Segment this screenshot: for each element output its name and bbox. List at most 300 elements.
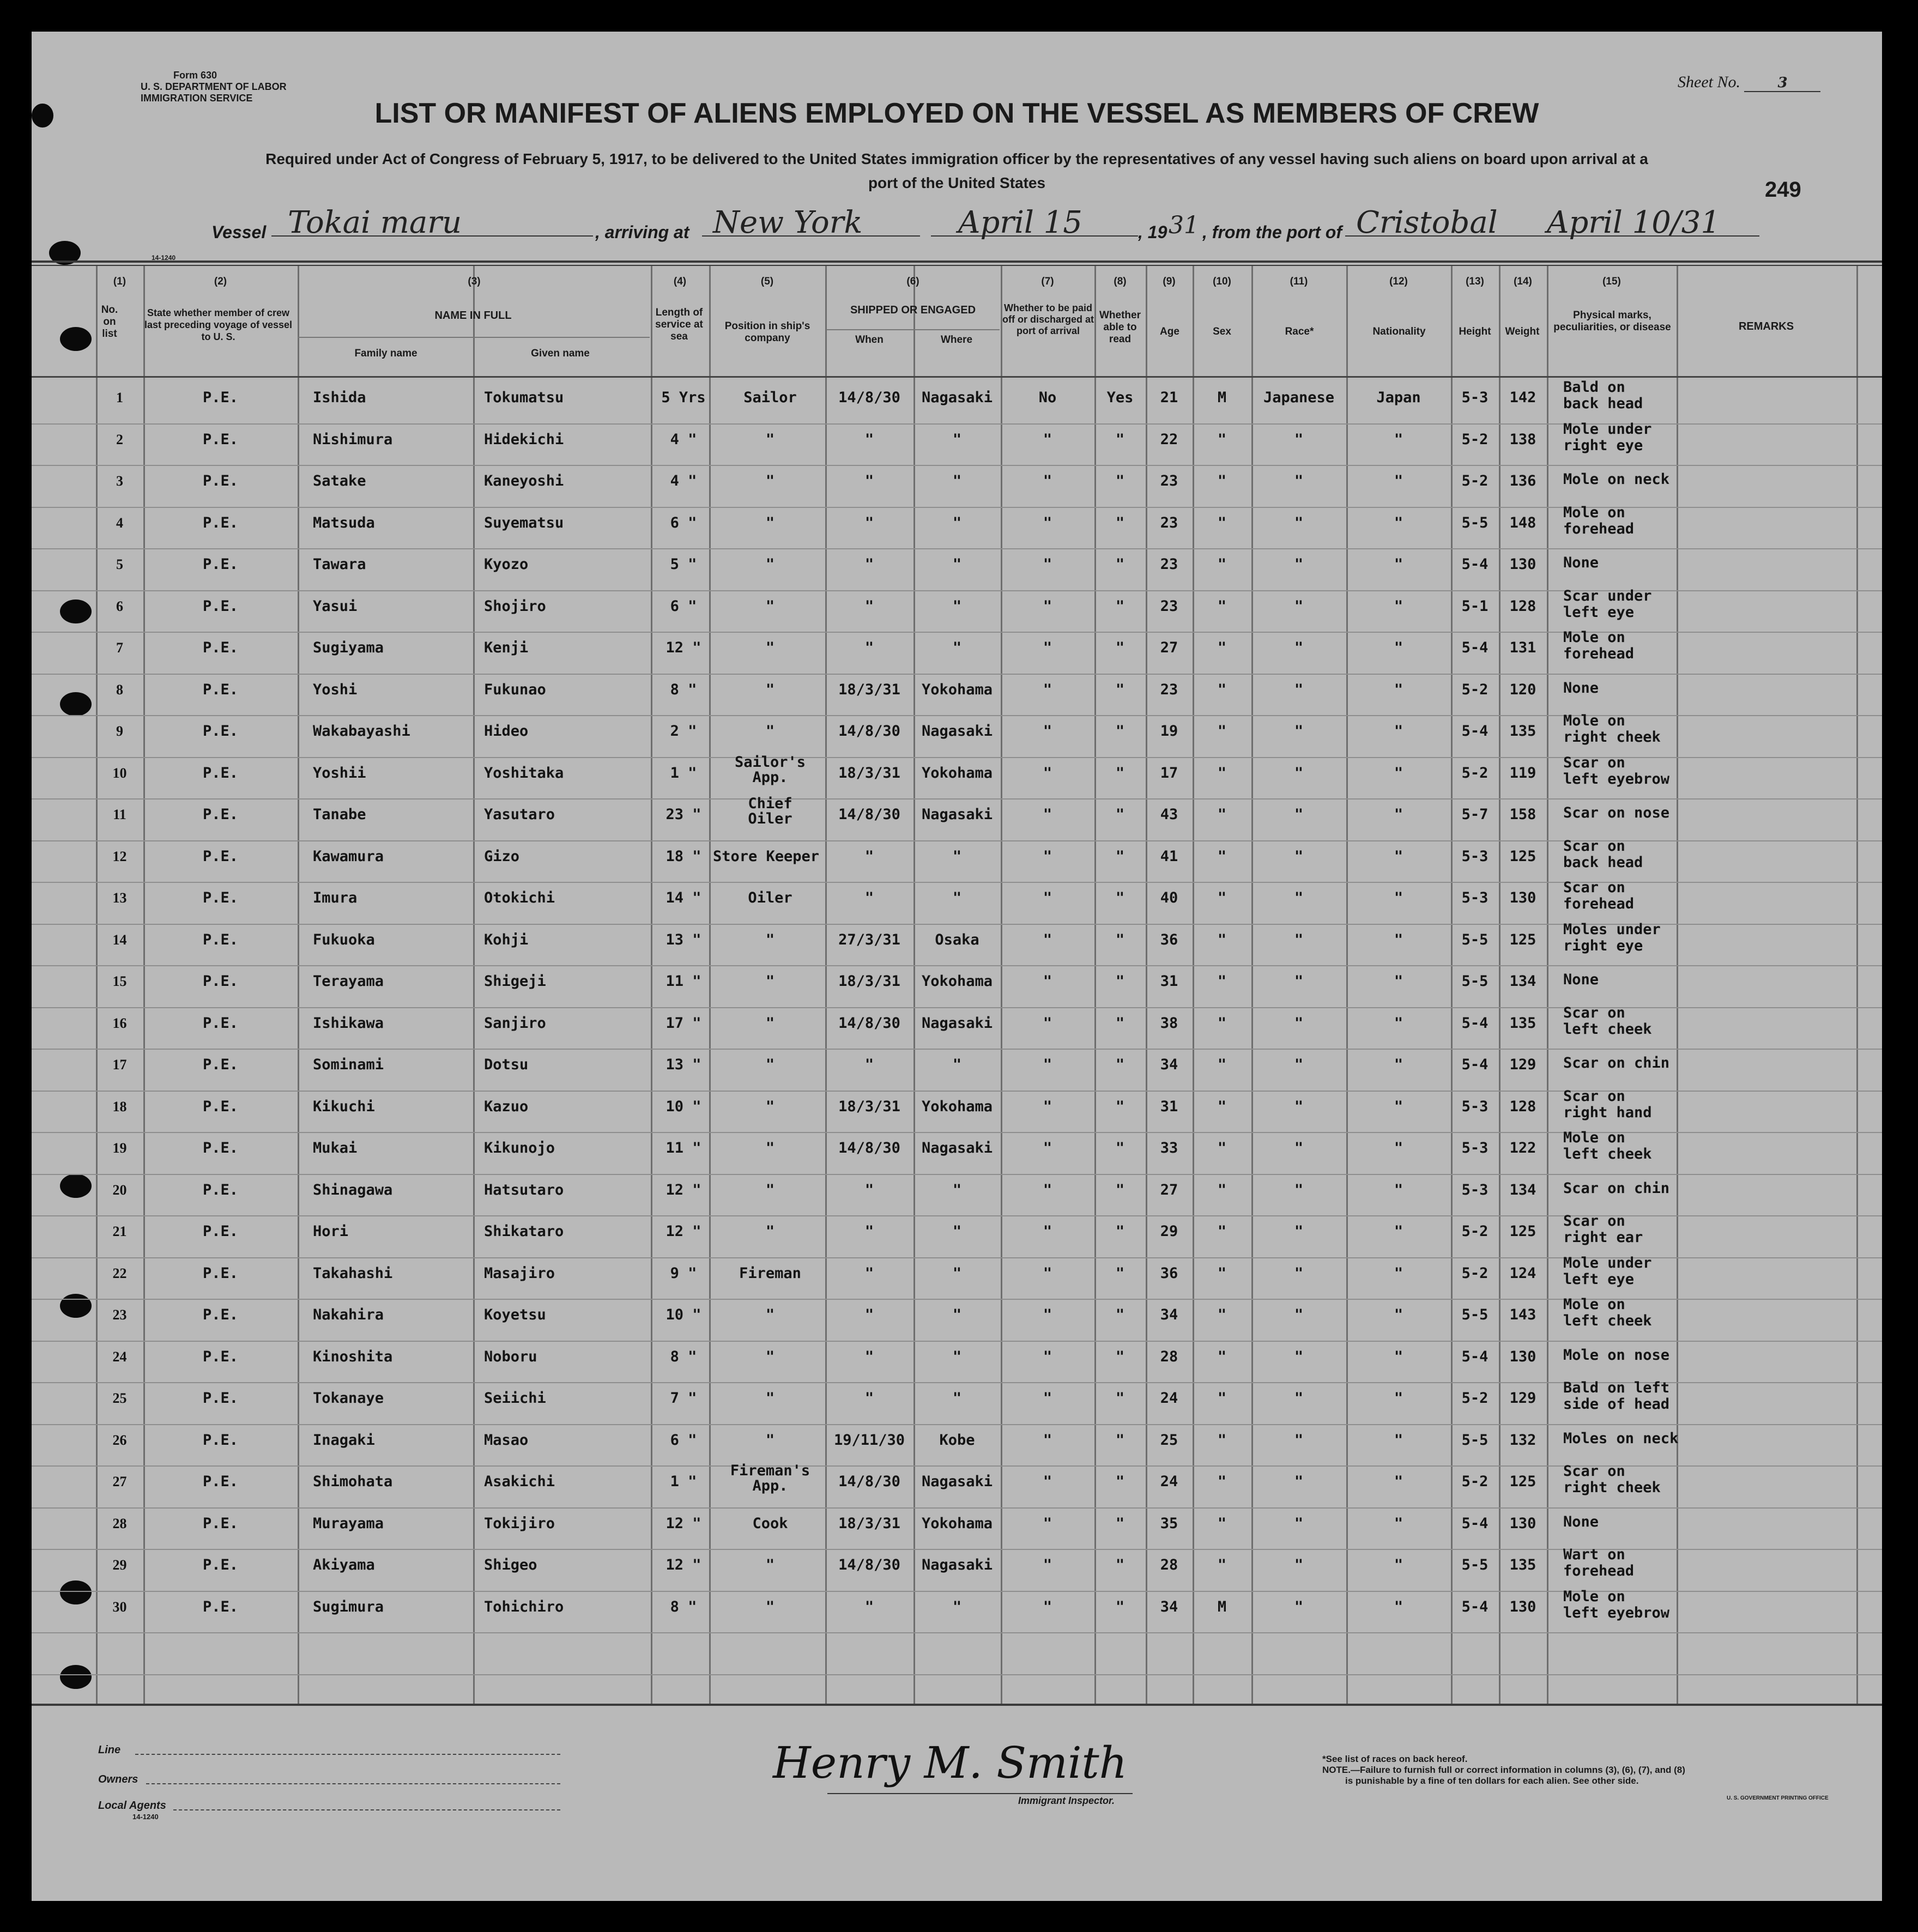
state-cell: P.E. bbox=[202, 1390, 239, 1407]
service-cell: 12 " bbox=[665, 1556, 701, 1573]
header-able-read: Whether able to read bbox=[1099, 310, 1141, 345]
row-number: 13 bbox=[112, 890, 127, 906]
height-cell: 5-3 bbox=[1461, 889, 1489, 906]
age-cell: 27 bbox=[1160, 1181, 1178, 1198]
position-cell: Fireman bbox=[739, 1264, 801, 1282]
sex-cell: " bbox=[1217, 723, 1227, 740]
paid-off-cell: " bbox=[1043, 806, 1052, 823]
height-cell: 5-4 bbox=[1461, 723, 1489, 740]
column-number: (10) bbox=[1213, 276, 1231, 287]
shipped-when-cell: " bbox=[864, 1598, 874, 1615]
paid-off-cell: " bbox=[1043, 847, 1052, 865]
shipped-where-cell: " bbox=[952, 1306, 962, 1323]
nationality-cell: " bbox=[1394, 1181, 1403, 1198]
family-name-cell: Nishimura bbox=[313, 431, 393, 448]
physical-marks-line: Mole on bbox=[1563, 1129, 1625, 1146]
shipped-when-cell: 14/8/30 bbox=[838, 1140, 900, 1156]
column-number: (14) bbox=[1514, 276, 1532, 287]
row-rule bbox=[32, 798, 1882, 800]
line-label: Line bbox=[98, 1744, 121, 1756]
service-cell: 8 " bbox=[670, 1348, 697, 1365]
race-cell: " bbox=[1294, 431, 1304, 448]
shipped-when-cell: " bbox=[864, 1181, 874, 1198]
able-read-cell: " bbox=[1115, 1390, 1125, 1407]
paid-off-cell: " bbox=[1043, 931, 1052, 948]
shipped-where-cell: " bbox=[952, 1598, 962, 1615]
given-name-cell: Shikataro bbox=[484, 1223, 564, 1240]
age-cell: 36 bbox=[1160, 1264, 1178, 1282]
vessel-label: Vessel bbox=[211, 222, 267, 242]
column-number: (9) bbox=[1163, 276, 1176, 287]
column-number: (6) bbox=[906, 276, 919, 287]
physical-marks-cell bbox=[1563, 713, 1727, 746]
given-name-cell: Kazuo bbox=[484, 1098, 529, 1115]
state-cell: P.E. bbox=[202, 847, 239, 865]
physical-marks-line: Mole on bbox=[1563, 712, 1625, 729]
state-cell: P.E. bbox=[202, 931, 239, 948]
physical-marks-line: Scar on chin bbox=[1563, 1055, 1670, 1071]
punch-hole bbox=[60, 1580, 92, 1604]
shipped-where-cell: Yokohama bbox=[921, 1098, 993, 1115]
given-name-cell: Masao bbox=[484, 1431, 529, 1449]
race-cell: Japanese bbox=[1263, 389, 1335, 406]
age-cell: 38 bbox=[1160, 1014, 1178, 1032]
able-read-cell: " bbox=[1115, 1473, 1125, 1490]
physical-marks-line: right cheek bbox=[1563, 729, 1661, 746]
race-cell: " bbox=[1294, 597, 1304, 615]
age-cell: 35 bbox=[1160, 1515, 1178, 1532]
family-name-cell: Akiyama bbox=[313, 1556, 375, 1573]
weight-cell: 129 bbox=[1509, 1390, 1536, 1407]
shipped-where-cell: Yokohama bbox=[921, 973, 993, 990]
service-cell: 13 " bbox=[665, 931, 701, 948]
given-name-cell: Kohji bbox=[484, 931, 529, 948]
paid-off-cell: " bbox=[1043, 1223, 1052, 1240]
paid-off-cell: " bbox=[1043, 1181, 1052, 1198]
sex-cell: " bbox=[1217, 806, 1227, 823]
state-cell: P.E. bbox=[202, 1556, 239, 1573]
shipped-where-cell: " bbox=[952, 1223, 962, 1240]
given-name-cell: Hidekichi bbox=[484, 431, 564, 448]
row-number: 21 bbox=[112, 1224, 127, 1239]
paid-off-cell: " bbox=[1043, 764, 1052, 782]
given-name-cell: Shojiro bbox=[484, 597, 546, 615]
physical-marks-line: Bald on left bbox=[1563, 1379, 1670, 1396]
race-cell: " bbox=[1294, 1056, 1304, 1073]
shipped-where-cell: Yokohama bbox=[921, 1515, 993, 1532]
sex-cell: " bbox=[1217, 764, 1227, 782]
paid-off-cell: " bbox=[1043, 473, 1052, 489]
shipped-when-cell: " bbox=[864, 889, 874, 906]
page-title: LIST OR MANIFEST OF ALIENS EMPLOYED ON THE VESSEL AS MEMBERS OF CREW bbox=[374, 98, 1539, 129]
sex-cell: " bbox=[1217, 1014, 1227, 1032]
race-cell: " bbox=[1294, 681, 1304, 698]
sex-cell: " bbox=[1217, 931, 1227, 948]
family-name-cell: Takahashi bbox=[313, 1264, 393, 1282]
header-position: Position in ship's company bbox=[724, 320, 810, 344]
weight-cell: 130 bbox=[1509, 889, 1536, 906]
height-cell: 5-2 bbox=[1461, 681, 1489, 698]
position-cell: " bbox=[765, 556, 775, 573]
given-name-cell: Fukunao bbox=[484, 681, 546, 698]
physical-marks-cell bbox=[1563, 1088, 1727, 1121]
physical-marks-line: Mole under bbox=[1563, 1254, 1652, 1271]
nationality-cell: " bbox=[1394, 806, 1403, 823]
height-cell: 5-2 bbox=[1461, 764, 1489, 782]
shipped-where-cell: Yokohama bbox=[921, 764, 993, 782]
physical-marks-cell bbox=[1563, 379, 1727, 412]
physical-marks-line: right ear bbox=[1563, 1229, 1643, 1246]
sex-cell: " bbox=[1217, 639, 1227, 656]
paid-off-cell: " bbox=[1043, 431, 1052, 448]
given-name-cell: Yasutaro bbox=[484, 806, 555, 823]
shipped-when-cell: 27/3/31 bbox=[838, 931, 900, 948]
state-cell: P.E. bbox=[202, 889, 239, 906]
position-cell: " bbox=[765, 597, 775, 615]
nationality-cell: Japan bbox=[1376, 389, 1421, 406]
physical-marks-cell bbox=[1563, 471, 1727, 488]
able-read-cell: " bbox=[1115, 681, 1125, 698]
paid-off-cell: " bbox=[1043, 889, 1052, 906]
shipped-where-cell: " bbox=[952, 1181, 962, 1198]
arrival-year: 31 bbox=[1169, 211, 1199, 239]
age-cell: 19 bbox=[1160, 723, 1178, 740]
local-agents-code: 14-1240 bbox=[132, 1813, 159, 1821]
row-rule bbox=[32, 674, 1882, 675]
column-number: (13) bbox=[1466, 276, 1484, 287]
position-cell: " bbox=[765, 1431, 775, 1449]
physical-marks-line: Mole under bbox=[1563, 420, 1652, 438]
physical-marks-line: Bald on bbox=[1563, 379, 1625, 396]
nationality-cell: " bbox=[1394, 1056, 1403, 1073]
height-cell: 5-4 bbox=[1461, 1598, 1489, 1615]
manifest-sheet bbox=[32, 32, 1882, 1901]
age-cell: 31 bbox=[1160, 973, 1178, 990]
given-name-cell: Suyematsu bbox=[484, 514, 564, 531]
race-cell: " bbox=[1294, 1014, 1304, 1032]
age-cell: 29 bbox=[1160, 1223, 1178, 1240]
position-cell: " bbox=[765, 1348, 775, 1365]
physical-marks-line: Mole on bbox=[1563, 1588, 1625, 1605]
position-cell: " bbox=[765, 1098, 775, 1115]
sex-cell: " bbox=[1217, 1306, 1227, 1323]
weight-cell: 142 bbox=[1509, 389, 1536, 406]
race-cell: " bbox=[1294, 806, 1304, 823]
position-cell: Sailor's App. bbox=[734, 753, 806, 786]
state-cell: P.E. bbox=[202, 681, 239, 698]
state-cell: P.E. bbox=[202, 806, 239, 823]
physical-marks-cell bbox=[1563, 805, 1727, 821]
family-name-cell: Sugimura bbox=[313, 1598, 384, 1615]
height-cell: 5-4 bbox=[1461, 1348, 1489, 1365]
shipped-where-cell: " bbox=[952, 514, 962, 531]
column-number: (7) bbox=[1041, 276, 1054, 287]
physical-marks-cell bbox=[1563, 1589, 1727, 1621]
row-rule bbox=[32, 1174, 1882, 1175]
header-age: Age bbox=[1160, 326, 1179, 337]
able-read-cell: " bbox=[1115, 1056, 1125, 1073]
row-rule bbox=[32, 1507, 1882, 1509]
given-name-cell: Tokijiro bbox=[484, 1515, 555, 1532]
physical-marks-line: left eye bbox=[1563, 1270, 1635, 1288]
age-cell: 34 bbox=[1160, 1598, 1178, 1615]
position-cell: " bbox=[765, 1556, 775, 1573]
paid-off-cell: " bbox=[1043, 1598, 1052, 1615]
given-name-cell: Asakichi bbox=[484, 1473, 555, 1490]
nationality-cell: " bbox=[1394, 556, 1403, 573]
subtitle-line2: port of the United States bbox=[868, 174, 1046, 191]
height-cell: 5-2 bbox=[1461, 1223, 1489, 1240]
row-rule bbox=[32, 1674, 1882, 1675]
race-cell: " bbox=[1294, 889, 1304, 906]
age-cell: 21 bbox=[1160, 389, 1178, 406]
able-read-cell: " bbox=[1115, 473, 1125, 489]
able-read-cell: " bbox=[1115, 1598, 1125, 1615]
able-read-cell: " bbox=[1115, 1098, 1125, 1115]
service-cell: 6 " bbox=[670, 597, 697, 615]
height-cell: 5-3 bbox=[1461, 1181, 1489, 1198]
weight-cell: 136 bbox=[1509, 473, 1536, 489]
inspector-label: Immigrant Inspector. bbox=[1018, 1795, 1115, 1806]
nationality-cell: " bbox=[1394, 597, 1403, 615]
family-name-cell: Ishikawa bbox=[313, 1014, 384, 1032]
physical-marks-line: forehead bbox=[1563, 645, 1635, 662]
given-name-cell: Kenji bbox=[484, 639, 529, 656]
physical-marks-cell bbox=[1563, 1514, 1727, 1530]
family-name-cell: Wakabayashi bbox=[313, 723, 410, 740]
given-name-cell: Koyetsu bbox=[484, 1306, 546, 1323]
position-cell: " bbox=[765, 514, 775, 531]
service-cell: 8 " bbox=[670, 1598, 697, 1615]
weight-cell: 124 bbox=[1509, 1264, 1536, 1282]
weight-cell: 132 bbox=[1509, 1431, 1536, 1449]
departure-port: Cristobal bbox=[1356, 205, 1498, 240]
column-divider bbox=[1856, 266, 1858, 1704]
physical-marks-line: left cheek bbox=[1563, 1146, 1652, 1162]
row-number: 26 bbox=[112, 1432, 127, 1448]
sex-cell: " bbox=[1217, 431, 1227, 448]
race-cell: " bbox=[1294, 1348, 1304, 1365]
header-weight: Weight bbox=[1505, 326, 1540, 337]
paid-off-cell: " bbox=[1043, 1264, 1052, 1282]
service-cell: 6 " bbox=[670, 1431, 697, 1449]
race-cell: " bbox=[1294, 1598, 1304, 1615]
position-cell: " bbox=[765, 973, 775, 990]
column-number: (15) bbox=[1602, 276, 1621, 287]
age-cell: 34 bbox=[1160, 1056, 1178, 1073]
physical-marks-cell bbox=[1563, 1213, 1727, 1246]
weight-cell: 134 bbox=[1509, 1181, 1536, 1198]
nationality-cell: " bbox=[1394, 1223, 1403, 1240]
physical-marks-cell bbox=[1563, 1255, 1727, 1288]
position-cell: " bbox=[765, 723, 775, 740]
header-marks: Physical marks, peculiarities, or disease bbox=[1553, 310, 1671, 333]
physical-marks-line: Scar on bbox=[1563, 879, 1625, 896]
nationality-cell: " bbox=[1394, 889, 1403, 906]
column-divider bbox=[298, 266, 299, 1704]
state-cell: P.E. bbox=[202, 473, 239, 489]
physical-marks-line: right eye bbox=[1563, 937, 1643, 954]
family-name-cell: Kawamura bbox=[313, 847, 384, 865]
header-given-name: Given name bbox=[531, 348, 590, 359]
service-cell: 10 " bbox=[665, 1306, 701, 1323]
sex-cell: " bbox=[1217, 1431, 1227, 1449]
physical-marks-cell bbox=[1563, 1297, 1727, 1329]
row-number: 29 bbox=[112, 1557, 127, 1573]
line-field bbox=[135, 1754, 560, 1755]
name-subrule bbox=[298, 337, 650, 338]
shipped-where-cell: Nagasaki bbox=[921, 1140, 993, 1156]
nationality-cell: " bbox=[1394, 1390, 1403, 1407]
paid-off-cell: " bbox=[1043, 723, 1052, 740]
footnote-note: NOTE.—Failure to furnish full or correct information in columns (3), (6), (7), and (8) bbox=[1322, 1765, 1685, 1775]
column-number: (5) bbox=[760, 276, 774, 287]
sex-cell: " bbox=[1217, 556, 1227, 573]
row-number: 5 bbox=[116, 556, 123, 572]
weight-cell: 120 bbox=[1509, 681, 1536, 698]
nationality-cell: " bbox=[1394, 639, 1403, 656]
physical-marks-line: Scar on bbox=[1563, 1213, 1625, 1230]
service-cell: 14 " bbox=[665, 889, 701, 906]
able-read-cell: " bbox=[1115, 1306, 1125, 1323]
height-cell: 5-4 bbox=[1461, 1515, 1489, 1532]
race-cell: " bbox=[1294, 847, 1304, 865]
race-cell: " bbox=[1294, 1223, 1304, 1240]
nationality-cell: " bbox=[1394, 1264, 1403, 1282]
sex-cell: " bbox=[1217, 889, 1227, 906]
service-cell: 2 " bbox=[670, 723, 697, 740]
nationality-cell: " bbox=[1394, 1515, 1403, 1532]
paid-off-cell: " bbox=[1043, 1515, 1052, 1532]
row-number: 7 bbox=[116, 640, 123, 656]
height-cell: 5-5 bbox=[1461, 931, 1489, 948]
state-cell: P.E. bbox=[202, 389, 239, 406]
age-cell: 17 bbox=[1160, 764, 1178, 782]
age-cell: 24 bbox=[1160, 1473, 1178, 1490]
header-when: When bbox=[855, 334, 884, 346]
shipped-where-cell: Nagasaki bbox=[921, 1556, 993, 1573]
race-cell: " bbox=[1294, 1515, 1304, 1532]
row-number: 14 bbox=[112, 931, 127, 948]
physical-marks-cell bbox=[1563, 1055, 1727, 1071]
row-number: 10 bbox=[112, 765, 127, 781]
shipped-when-cell: " bbox=[864, 1390, 874, 1407]
row-rule bbox=[32, 1632, 1882, 1633]
shipped-when-cell: 14/8/30 bbox=[838, 389, 900, 406]
row-number: 30 bbox=[112, 1598, 127, 1615]
physical-marks-line: Scar on bbox=[1563, 1463, 1625, 1480]
sex-cell: " bbox=[1217, 973, 1227, 990]
shipped-when-cell: 18/3/31 bbox=[838, 973, 900, 990]
physical-marks-line: Scar on chin bbox=[1563, 1179, 1670, 1197]
shipped-when-cell: " bbox=[864, 639, 874, 656]
given-name-cell: Kaneyoshi bbox=[484, 473, 564, 489]
age-cell: 27 bbox=[1160, 639, 1178, 656]
state-cell: P.E. bbox=[202, 431, 239, 448]
shipped-where-cell: Nagasaki bbox=[921, 806, 993, 823]
service-cell: 11 " bbox=[665, 973, 701, 990]
position-cell: " bbox=[765, 1014, 775, 1032]
service-cell: 4 " bbox=[670, 431, 697, 448]
punch-hole bbox=[60, 599, 92, 623]
family-name-cell: Yoshii bbox=[313, 764, 366, 782]
service-cell: 12 " bbox=[665, 1515, 701, 1532]
inspector-signature: Henry M. Smith bbox=[773, 1737, 1128, 1788]
position-cell: Sailor bbox=[743, 389, 797, 406]
row-number: 16 bbox=[112, 1015, 127, 1031]
nationality-cell: " bbox=[1394, 1598, 1403, 1615]
header-name-in-full: NAME IN FULL bbox=[434, 310, 512, 322]
row-number: 19 bbox=[112, 1140, 127, 1156]
shipped-when-cell: 14/8/30 bbox=[838, 1473, 900, 1490]
sex-cell: " bbox=[1217, 1390, 1227, 1407]
header-bottom-rule bbox=[32, 376, 1882, 378]
weight-cell: 128 bbox=[1509, 1098, 1536, 1115]
nationality-cell: " bbox=[1394, 847, 1403, 865]
physical-marks-cell bbox=[1563, 680, 1727, 697]
row-number: 11 bbox=[113, 807, 126, 822]
physical-marks-line: Mole on bbox=[1563, 504, 1625, 521]
printer-imprint: U. S. GOVERNMENT PRINTING OFFICE bbox=[1727, 1795, 1829, 1801]
able-read-cell: " bbox=[1115, 723, 1125, 740]
able-read-cell: " bbox=[1115, 1515, 1125, 1532]
position-cell: Chief Oiler bbox=[748, 795, 792, 827]
nationality-cell: " bbox=[1394, 931, 1403, 948]
physical-marks-cell bbox=[1563, 1005, 1727, 1038]
physical-marks-cell bbox=[1563, 1130, 1727, 1162]
shipped-where-cell: Nagasaki bbox=[921, 389, 993, 406]
family-name-cell: Fukuoka bbox=[313, 931, 375, 948]
arriving-port: New York bbox=[713, 205, 863, 240]
sheet-label: Sheet No. bbox=[1678, 73, 1740, 91]
age-cell: 28 bbox=[1160, 1348, 1178, 1365]
shipped-where-cell: " bbox=[952, 889, 962, 906]
row-number: 25 bbox=[112, 1390, 127, 1406]
race-cell: " bbox=[1294, 639, 1304, 656]
family-name-cell: Murayama bbox=[313, 1515, 384, 1532]
able-read-cell: " bbox=[1115, 806, 1125, 823]
able-read-cell: " bbox=[1115, 514, 1125, 531]
footnote-races: *See list of races on back hereof. bbox=[1322, 1754, 1468, 1764]
paid-off-cell: " bbox=[1043, 514, 1052, 531]
punch-hole bbox=[60, 1665, 92, 1689]
state-cell: P.E. bbox=[202, 1431, 239, 1449]
table-top-rule-2 bbox=[32, 265, 1882, 266]
race-cell: " bbox=[1294, 1556, 1304, 1573]
family-name-cell: Shimohata bbox=[313, 1473, 393, 1490]
height-cell: 5-2 bbox=[1461, 431, 1489, 448]
family-name-cell: Nakahira bbox=[313, 1306, 384, 1323]
race-cell: " bbox=[1294, 473, 1304, 489]
arriving-label: , arriving at bbox=[595, 222, 689, 242]
shipped-when-cell: 14/8/30 bbox=[838, 1014, 900, 1032]
header-nationality: Nationality bbox=[1372, 326, 1426, 337]
physical-marks-cell bbox=[1563, 1431, 1727, 1447]
shipped-when-cell: " bbox=[864, 1223, 874, 1240]
nationality-cell: " bbox=[1394, 681, 1403, 698]
physical-marks-line: left eyebrow bbox=[1563, 1604, 1670, 1621]
sex-cell: " bbox=[1217, 514, 1227, 531]
shipped-when-cell: " bbox=[864, 1348, 874, 1365]
given-name-cell: Kyozo bbox=[484, 556, 529, 573]
position-cell: Store Keeper bbox=[713, 847, 820, 865]
state-cell: P.E. bbox=[202, 597, 239, 615]
physical-marks-line: side of head bbox=[1563, 1396, 1670, 1413]
row-rule bbox=[32, 1049, 1882, 1050]
position-cell: " bbox=[765, 473, 775, 489]
position-cell: " bbox=[765, 681, 775, 698]
weight-cell: 130 bbox=[1509, 556, 1536, 573]
